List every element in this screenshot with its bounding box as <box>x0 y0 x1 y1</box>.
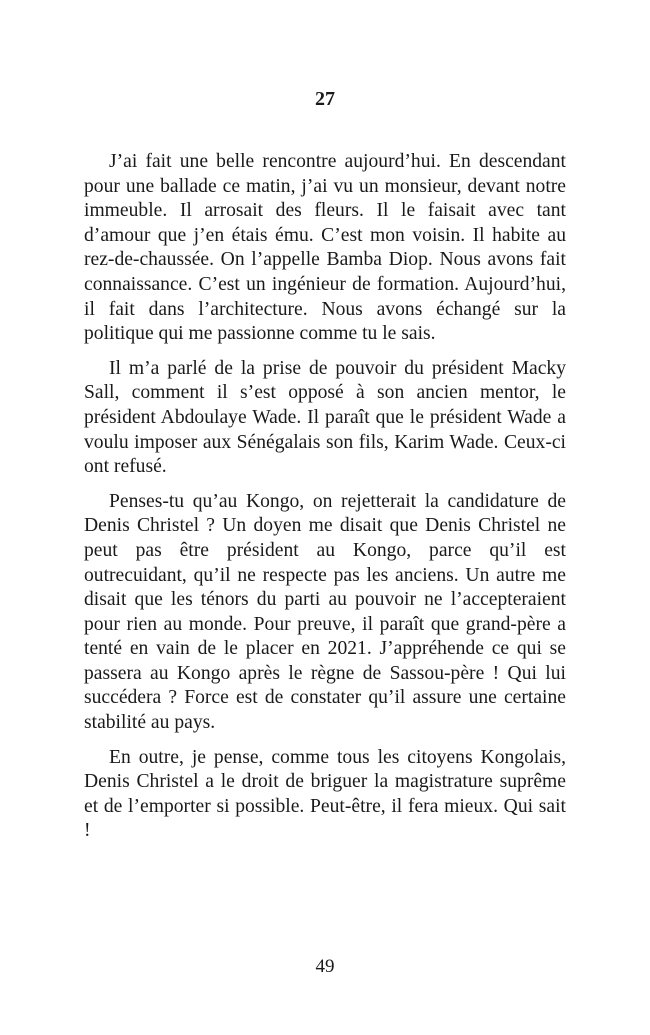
paragraph: Penses-tu qu’au Kongo, on rejetterait la candidature de Denis Christel ? Un doyen me disait que Denis Christel ne peut pas être président au Kongo, parce qu’il est outrecuidant, qu’il ne respecte pas les anciens. Un autre me disait que les ténors du parti au pouvoir ne l’accepteraient pour rien au monde. Pour preuve, il paraît que grand-père a tenté en vain de le placer en 2021. J’appréhende ce qui se passera au Kongo après le règne de Sassou-père ! Qui lui succédera ? Force est de constater qu’il assure une certaine stabilité au pays. <box>84 490 566 734</box>
chapter-number: 27 <box>315 88 335 110</box>
chapter-body <box>84 150 566 854</box>
page-number: 49 <box>315 956 335 977</box>
paragraph: Il m’a parlé de la prise de pouvoir du président Macky Sall, comment il s’est opposé à son ancien mentor, le président Abdoulaye Wade. Il paraît que le président Wade a voulu imposer aux Sénégalais son fils, Karim Wade. Ceux-ci ont refusé. <box>84 357 566 478</box>
paragraph: J’ai fait une belle rencontre aujourd’hui. En descendant pour une ballade ce matin, j’ai vu un monsieur, devant notre immeuble. Il arrosait des fleurs. Il le faisait avec tant d’amour que j’en étais ému. C’est mon voisin. Il habite au rez-de-chaussée. On l’appelle Bamba Diop. Nous avons fait connaissance. C’est un ingénieur de formation. Aujourd’hui, il fait dans l’architecture. Nous avons échangé sur la politique qui me passionne comme tu le sais. <box>84 151 566 345</box>
paragraph: En outre, je pense, comme tous les citoyens Kongolais, Denis Christel a le droit de briguer la magistrature suprême et de l’emporter si possible. Peut-être, il fera mieux. Qui sait ! <box>84 746 566 842</box>
